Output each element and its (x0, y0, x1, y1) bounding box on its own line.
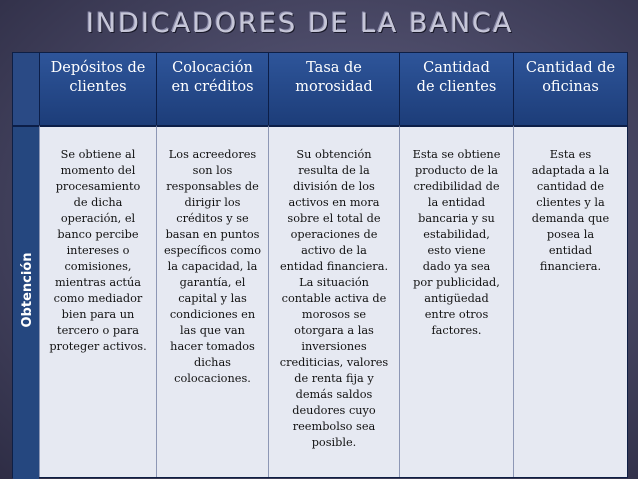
cell-text-line: entre otros (424, 308, 489, 321)
cell-text-line: basan en puntos (165, 228, 260, 241)
table-corner (13, 53, 39, 125)
cell-text-line: deudores cuyo (292, 404, 376, 417)
cell-text-line: son los (192, 164, 233, 177)
cell-text-line: adaptada a la (531, 164, 610, 177)
cell-text-line: mientras actúa (55, 276, 141, 289)
cell-text-line: posea la (546, 228, 595, 241)
cell-text-line: por publicidad, (413, 276, 500, 289)
cell-text-line: banco percibe (57, 228, 139, 241)
header-cantidad-clientes (399, 53, 513, 125)
cell-text-line: dado ya sea (422, 260, 491, 273)
cell-text-line: otorgara a las (294, 324, 374, 337)
header-line: Cantidad de (525, 60, 616, 76)
header-cantidad-oficinas (513, 53, 627, 125)
cell-text-line: Los acreedores (168, 148, 257, 161)
header-line: en créditos (171, 79, 254, 95)
cell-text-line: Esta se obtiene (412, 148, 501, 161)
cell-cantidad-clientes (399, 125, 513, 477)
cell-text-line: comisiones, (64, 260, 132, 273)
header-line: Tasa de (306, 60, 362, 76)
header-line: morosidad (295, 79, 373, 95)
cell-text-line: activo de la (301, 244, 367, 257)
row-label-obtencion: Obtención (20, 252, 35, 328)
cell-text-line: bien para un (61, 308, 135, 321)
cell-text-line: demanda que (531, 212, 610, 225)
cell-text-line: cantidad de (536, 180, 605, 193)
cell-text-line: tercero o para (57, 324, 139, 337)
cell-text-line: colocaciones. (174, 372, 251, 385)
cell-text-line: inversiones (301, 340, 367, 353)
cell-text-line: clientes y la (536, 196, 605, 209)
cell-text-line: crediticias, valores (279, 356, 389, 369)
header-line: Colocación (172, 60, 253, 76)
indicators-table (12, 52, 628, 478)
cell-text-line: Su obtención (296, 148, 372, 161)
cell-text-line: condiciones en (169, 308, 256, 321)
cell-text-line: financiera. (539, 260, 602, 273)
cell-text-line: de dicha (73, 196, 123, 209)
cell-text-line: capital y las (178, 292, 247, 305)
cell-text-line: como mediador (53, 292, 143, 305)
cell-text-line: La situación (299, 276, 369, 289)
cell-text-line: entidad (548, 244, 593, 257)
header-line: de clientes (416, 79, 497, 95)
header-depositos (39, 53, 156, 125)
cell-text-line: activos en mora (288, 196, 380, 209)
cell-text-line: operación, el (60, 212, 136, 225)
header-line: Depósitos de (50, 60, 146, 76)
cell-text-line: dichas (194, 356, 231, 369)
cell-text-line: garantía, el (179, 276, 246, 289)
cell-text-line: Esta es (549, 148, 592, 161)
header-line: oficinas (542, 79, 599, 95)
cell-text-line: operaciones de (290, 228, 378, 241)
cell-text-line: reembolso sea (292, 420, 376, 433)
cell-text-line: morosos se (301, 308, 367, 321)
header-colocacion (156, 53, 268, 125)
cell-text-line: producto de la (414, 164, 499, 177)
cell-text-line: posible. (311, 436, 357, 449)
cell-text-line: la capacidad, la (167, 260, 258, 273)
cell-text-line: procesamiento (55, 180, 141, 193)
header-line: Cantidad (423, 60, 490, 76)
cell-text-line: entidad financiera. (279, 260, 389, 273)
cell-text-line: contable activa de (281, 292, 387, 305)
cell-text-line: factores. (431, 324, 482, 337)
cell-text-line: demás saldos (295, 388, 373, 401)
cell-text-line: hacer tomados (170, 340, 255, 353)
cell-text-line: bancaria y su (418, 212, 495, 225)
cell-text-line: estabilidad, (423, 228, 490, 241)
cell-text-line: resulta de la (298, 164, 370, 177)
cell-text-line: las que van (180, 324, 245, 337)
cell-text-line: momento del (60, 164, 136, 177)
cell-text-line: de renta fija y (294, 372, 374, 385)
cell-text-line: proteger activos. (49, 340, 147, 353)
header-line: clientes (69, 79, 127, 95)
cell-text-line: Se obtiene al (60, 148, 136, 161)
cell-text-line: esto viene (427, 244, 486, 257)
cell-text-line: la entidad (427, 196, 486, 209)
row-header (13, 125, 39, 479)
cell-text-line: intereses o (66, 244, 130, 257)
cell-text-line: responsables de (166, 180, 259, 193)
cell-text-line: específicos como (163, 244, 262, 257)
cell-text-line: créditos y se (176, 212, 249, 225)
cell-text-line: antigüedad (424, 292, 489, 305)
header-tasa-morosidad (268, 53, 399, 125)
cell-cantidad-oficinas (513, 125, 627, 477)
cell-text-line: credibilidad de (413, 180, 500, 193)
cell-colocacion (156, 125, 268, 477)
cell-text-line: dirigir los (184, 196, 241, 209)
page-title: INDICADORES DE LA BANCA (86, 8, 514, 39)
cell-text-line: división de los (293, 180, 375, 193)
cell-depositos (39, 125, 156, 477)
cell-tasa-morosidad (268, 125, 399, 477)
cell-text-line: sobre el total de (287, 212, 381, 225)
